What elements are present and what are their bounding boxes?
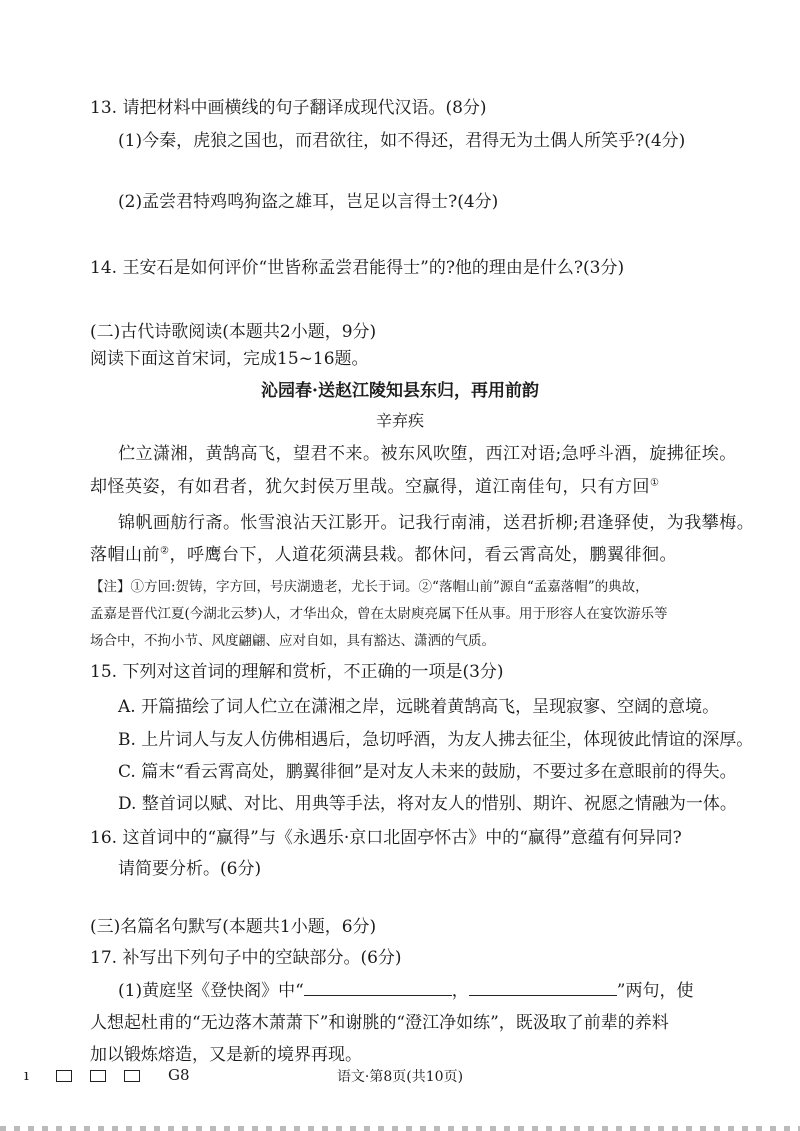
q17-title: 17. 补写出下列句子中的空缺部分。(6分): [90, 948, 402, 968]
q15-option-b: B. 上片词人与友人仿佛相遇后，急切呼酒，为友人拂去征尘，体现彼此情谊的深厚。: [118, 730, 754, 750]
poem-line: 锦帆画舫行斋。怅雪浪沾天江影开。记我行南浦，送君折柳;君逢驿使，为我攀梅。: [118, 513, 755, 533]
q15-option-c: C. 篇末“看云霄高处，鹏翼徘徊”是对友人未来的鼓励，不要过多在意眼前的得失。: [118, 762, 737, 782]
note-line: 【注】①方回:贺铸，字方回，号庆湖遗老，尤长于词。②“落帽山前”源自“孟嘉落帽”的典故，: [90, 579, 649, 595]
poem-title: 沁园春·送赵江陵知县东归，再用前韵: [261, 381, 539, 401]
q17-sub1: [118, 979, 693, 1003]
footer-left-mark: ı: [24, 1066, 29, 1084]
scan-edge: [0, 1126, 800, 1131]
q17-sub1-comma: ，: [451, 981, 469, 1001]
q17-line3: 加以锻炼熔造，又是新的境界再现。: [90, 1045, 362, 1065]
note-marker: ②: [160, 545, 170, 557]
poem-line: 伫立潇湘，黄鹄高飞，望君不来。被东风吹堕，西江对语;急呼斗酒，旋拂征埃。: [118, 444, 737, 464]
note-line: 孟嘉是晋代江夏(今湖北云梦)人，才华出众，曾在太尉庾亮属下任从事。用于形容人在宴饮游乐等: [90, 606, 668, 622]
poem-author: 辛弃疾: [375, 411, 424, 430]
section2-intro: 阅读下面这首宋词，完成15~16题。: [90, 349, 369, 369]
q15-option-d: D. 整首词以赋、对比、用典等手法，将对友人的惜别、期许、祝愿之情融为一体。: [118, 794, 737, 814]
q16-line2: 请简要分析。(6分): [118, 859, 262, 879]
q15-option-a: A. 开篇描绘了词人伫立在潇湘之岸，远眺着黄鹄高飞，呈现寂寥、空阔的意境。: [118, 697, 720, 717]
q17-sub1-prefix: (1)黄庭坚《登快阁》中“: [118, 981, 304, 1001]
poem-line-text: ，呼鹰台下，人道花须满县栽。都休问，看云霄高处，鹏翼徘徊。: [169, 545, 677, 565]
q14-title: 14. 王安石是如何评价“世皆称孟尝君能得士”的?他的理由是什么?(3分): [90, 258, 625, 278]
note-marker: ①: [650, 477, 660, 489]
q17-line2: 人想起杜甫的“无边落木萧萧下”和谢朓的“澄江净如练”，既汲取了前辈的养料: [90, 1013, 669, 1033]
answer-blank[interactable]: [304, 979, 452, 996]
q13-title: 13. 请把材料中画横线的句子翻译成现代汉语。(8分): [90, 98, 487, 118]
answer-blank[interactable]: [469, 979, 617, 996]
poem-line: [90, 543, 677, 567]
q17-sub1-suffix: ”两句，使: [616, 981, 694, 1001]
q13-sub2: (2)孟尝君特鸡鸣狗盗之雄耳，岂足以言得士?(4分): [118, 192, 499, 212]
section3-heading: (三)名篇名句默写(本题共1小题，6分): [90, 917, 377, 937]
section2-heading: (二)古代诗歌阅读(本题共2小题，9分): [90, 322, 377, 342]
poem-line-text: 落帽山前: [90, 545, 160, 565]
q15-title: 15. 下列对这首词的理解和赏析，不正确的一项是(3分): [90, 662, 504, 682]
footer-page-number: 语文·第8页(共10页): [336, 1069, 464, 1085]
poem-line: [90, 475, 659, 499]
q13-sub1: (1)今秦，虎狼之国也，而君欲往，如不得还，君得无为土偶人所笑乎?(4分): [118, 131, 686, 151]
note-line: 场合中，不拘小节、风度翩翩、应对自如，具有豁达、潇洒的气质。: [90, 633, 495, 649]
footer-code: G8: [168, 1066, 190, 1084]
poem-line-text: 却怪英姿，有如君者，犹欠封侯万里哉。空赢得，道江南佳句，只有方回: [90, 477, 650, 497]
q16-line1: 16. 这首词中的“赢得”与《永遇乐·京口北固亭怀古》中的“赢得”意蕴有何异同?: [90, 828, 682, 848]
